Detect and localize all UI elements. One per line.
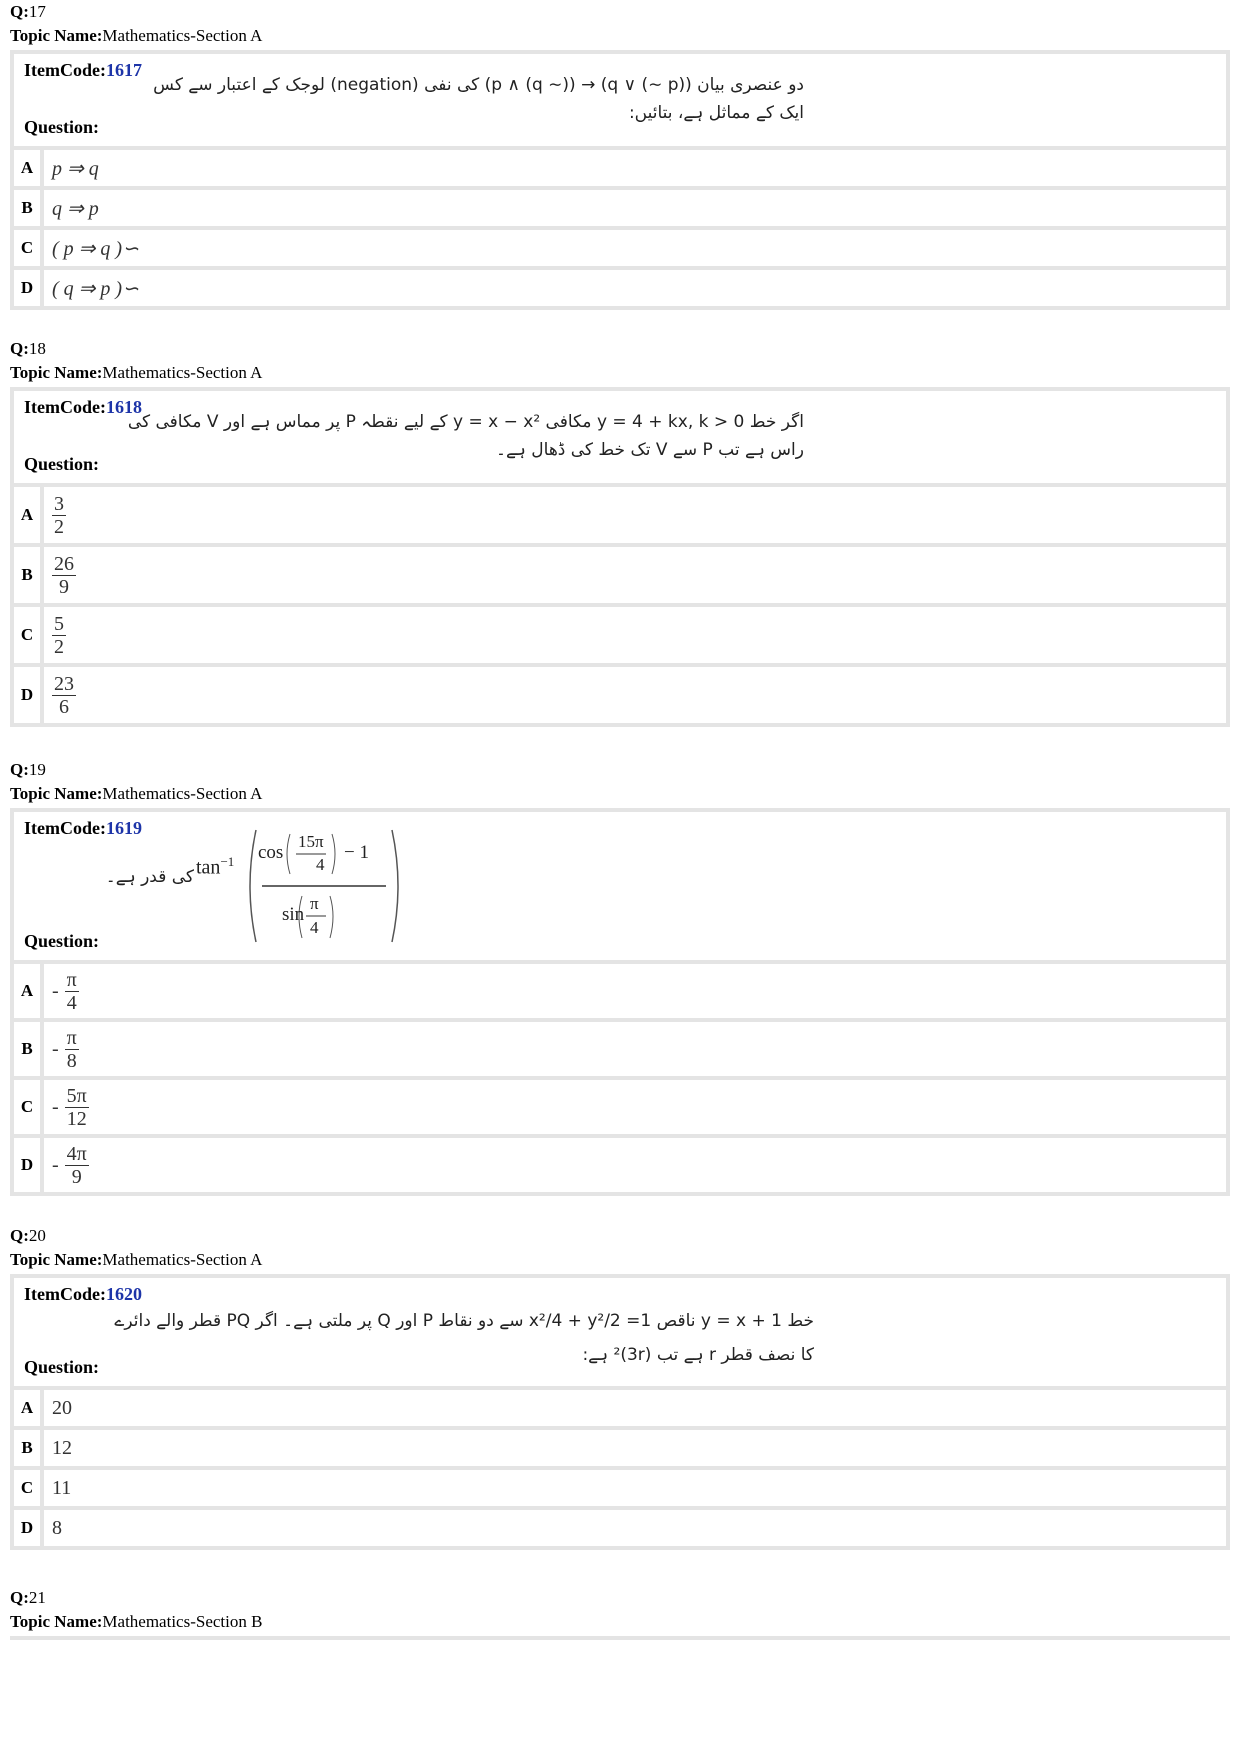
stem-urdu-line1: اگر خط y = 4 + kx, k > 0 مکافی y = x − x² کے لیے نقطہ P پر مماس ہے اور V مکافی کی bbox=[127, 412, 804, 432]
stem-urdu-line2: کا نصف قطر r ہے تب (3r)² ہے: bbox=[582, 1345, 814, 1365]
pi-numerator: π bbox=[310, 894, 319, 913]
option-letter: D bbox=[14, 270, 44, 306]
fraction: $\frac{26}{9}$ bbox=[54, 552, 74, 598]
question-label: Question: bbox=[24, 117, 100, 137]
option-b[interactable]: B - $\frac{\pi}{8}$ bbox=[14, 1022, 1226, 1080]
question-number: Q:19 bbox=[10, 760, 46, 779]
fifteen-pi: 15π bbox=[298, 832, 324, 851]
question-card bbox=[10, 1274, 1230, 1550]
tan-label: $\tan^{-1}$ bbox=[196, 854, 235, 879]
item-code: ItemCode:1617 bbox=[24, 60, 142, 80]
topic-name: Topic Name:Mathematics-Section A bbox=[10, 1250, 263, 1269]
option-letter: A bbox=[14, 964, 44, 1018]
denominator-4: 4 bbox=[316, 855, 325, 874]
question-label: Question: bbox=[24, 1357, 100, 1377]
question-label: Question: bbox=[24, 931, 100, 951]
question-card bbox=[10, 50, 1230, 310]
question-label: Question: bbox=[24, 454, 100, 474]
topic-name: Topic Name:Mathematics-Section B bbox=[10, 1612, 263, 1631]
option-letter: B bbox=[14, 547, 44, 603]
option-c[interactable] bbox=[14, 607, 1226, 667]
option-b[interactable] bbox=[14, 190, 1226, 230]
fraction: $\frac{23}{6}$ bbox=[54, 672, 74, 718]
option-value: p ⇒ q bbox=[52, 157, 99, 180]
option-letter: D bbox=[14, 1138, 44, 1192]
option-value: 12 bbox=[52, 1436, 72, 1459]
option-d[interactable] bbox=[14, 1510, 1226, 1546]
option-d[interactable]: D - $\frac{4\pi}{9}$ bbox=[14, 1138, 1226, 1192]
option-value: 8 bbox=[52, 1516, 62, 1539]
question-number: Q:21 bbox=[10, 1588, 46, 1607]
item-code: ItemCode:1618 bbox=[24, 397, 142, 417]
cos-label: cos bbox=[258, 842, 284, 863]
option-a[interactable] bbox=[14, 1390, 1226, 1430]
option-letter: D bbox=[14, 1510, 44, 1546]
question-number: Q:17 bbox=[10, 2, 46, 21]
stem-urdu-text: کی قدر ہے۔ bbox=[105, 867, 194, 887]
question-number: Q:20 bbox=[10, 1226, 46, 1245]
question-block-21 bbox=[10, 1586, 1230, 1640]
question-number: Q:18 bbox=[10, 339, 46, 358]
option-letter: C bbox=[14, 1470, 44, 1506]
question-stem bbox=[14, 391, 1226, 487]
topic-name: Topic Name:Mathematics-Section A bbox=[10, 784, 263, 803]
option-letter: B bbox=[14, 1430, 44, 1466]
option-b[interactable] bbox=[14, 1430, 1226, 1470]
minus-one: − 1 bbox=[344, 842, 369, 863]
stem-urdu-line2: راس ہے تب P سے V تک خط کی ڈھال ہے۔ bbox=[496, 440, 804, 460]
option-c[interactable] bbox=[14, 230, 1226, 270]
option-letter: B bbox=[14, 190, 44, 226]
fraction: $\frac{5\pi}{12}$ bbox=[66, 1084, 87, 1130]
question-block-17 bbox=[10, 0, 1230, 310]
question-stem bbox=[14, 812, 1226, 964]
option-letter: C bbox=[14, 1080, 44, 1134]
option-d[interactable] bbox=[14, 667, 1226, 723]
fraction: $\frac{4\pi}{9}$ bbox=[66, 1142, 87, 1188]
denominator-4: 4 bbox=[310, 918, 319, 937]
option-value: ( q ⇒ p )∽ bbox=[52, 277, 139, 300]
option-a[interactable] bbox=[14, 487, 1226, 547]
question-card bbox=[10, 387, 1230, 727]
item-code: ItemCode:1620 bbox=[24, 1284, 142, 1304]
option-letter: C bbox=[14, 607, 44, 663]
topic-name: Topic Name:Mathematics-Section A bbox=[10, 363, 263, 382]
option-value: 20 bbox=[52, 1396, 72, 1419]
topic-name: Topic Name:Mathematics-Section A bbox=[10, 26, 263, 45]
option-letter: C bbox=[14, 230, 44, 266]
option-c[interactable]: C - $\frac{5\pi}{12}$ bbox=[14, 1080, 1226, 1138]
option-a[interactable] bbox=[14, 150, 1226, 190]
option-a[interactable]: A - $\frac{\pi}{4}$ bbox=[14, 964, 1226, 1022]
option-c[interactable] bbox=[14, 1470, 1226, 1510]
option-d[interactable] bbox=[14, 270, 1226, 306]
section-divider bbox=[10, 1636, 1230, 1640]
fraction: $\frac{\pi}{4}$ bbox=[66, 968, 77, 1014]
stem-urdu-line2: ایک کے مماثل ہے، بتائیں: bbox=[628, 103, 804, 123]
option-letter: D bbox=[14, 667, 44, 723]
stem-urdu-line1: دو عنصری بیان ((p ∽) ∨ q) → ((∽ q) ∧ p) کی نفی (negation) لوجک کے اعتبار سے کس bbox=[153, 75, 804, 95]
fraction: $\frac{5}{2}$ bbox=[54, 612, 64, 658]
fraction: $\frac{3}{2}$ bbox=[54, 492, 64, 538]
item-code: ItemCode:1619 bbox=[24, 818, 142, 838]
question-stem bbox=[14, 1278, 1226, 1390]
option-letter: A bbox=[14, 1390, 44, 1426]
fraction: $\frac{\pi}{8}$ bbox=[66, 1026, 77, 1072]
option-letter: A bbox=[14, 150, 44, 186]
option-b[interactable] bbox=[14, 547, 1226, 607]
sin-label: sin bbox=[282, 904, 305, 925]
option-value: ( p ⇒ q )∽ bbox=[52, 237, 139, 260]
question-block-19 bbox=[10, 758, 1230, 1196]
question-block-18 bbox=[10, 337, 1230, 727]
question-stem bbox=[14, 54, 1226, 150]
option-value: 11 bbox=[52, 1476, 72, 1499]
stem-urdu-line1: خط y = x + 1 ناقص x²/4 + y²/2 =1 سے دو نقاط P اور Q پر ملتی ہے۔ اگر PQ قطر والے دائرے bbox=[114, 1311, 814, 1331]
question-block-20 bbox=[10, 1224, 1230, 1550]
question-card bbox=[10, 808, 1230, 1196]
option-letter: B bbox=[14, 1022, 44, 1076]
option-letter: A bbox=[14, 487, 44, 543]
option-value: q ⇒ p bbox=[52, 197, 99, 220]
